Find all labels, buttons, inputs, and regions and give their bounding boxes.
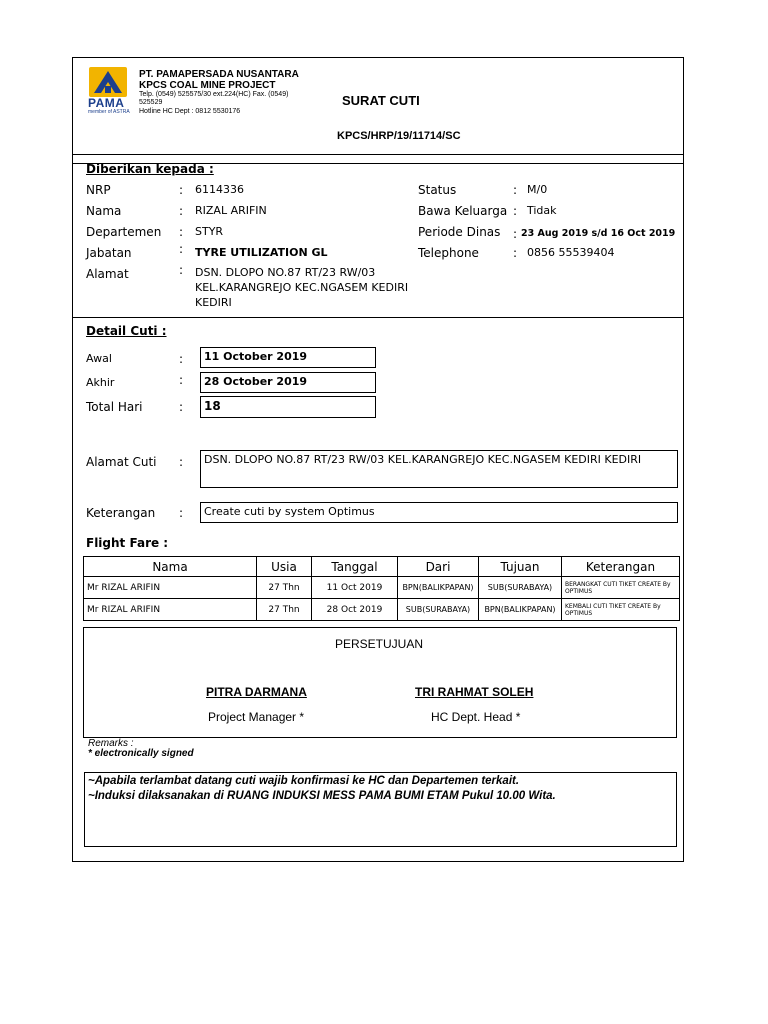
alamat-cuti-colon: : <box>179 455 184 469</box>
flight-fare-table <box>83 556 680 621</box>
keterangan-label: Keterangan <box>86 506 156 520</box>
signer1-name: PITRA DARMANA <box>206 685 307 699</box>
col-header-usia: Usia <box>257 557 312 577</box>
approval-title: PERSETUJUAN <box>335 637 424 651</box>
logo-subtext: member of ASTRA <box>88 109 130 115</box>
col-header-keterangan: Keterangan <box>562 557 680 577</box>
keluarga-colon: : <box>513 204 518 218</box>
awal-label: Awal <box>86 352 112 365</box>
jabatan-colon: : <box>179 242 184 256</box>
cell-dari: SUB(SURABAYA) <box>398 599 479 621</box>
remarks-note: * electronically signed <box>88 748 194 759</box>
cell-nama: Mr RIZAL ARIFIN <box>84 599 257 621</box>
alamat-line1: DSN. DLOPO NO.87 RT/23 RW/03 <box>195 266 376 279</box>
alamat-line3: KEDIRI <box>195 296 232 309</box>
recipient-title: Diberikan kepada : <box>86 162 214 176</box>
total-label: Total Hari <box>86 400 143 414</box>
status-colon: : <box>513 183 518 197</box>
table-header-row <box>84 557 680 577</box>
doc-title: SURAT CUTI <box>342 93 420 108</box>
telp-line1: Telp. (0549) 525575/30 ext.224(HC) Fax. (0549) <box>139 91 289 98</box>
cell-usia: 27 Thn <box>257 577 312 599</box>
alamat-cuti-label: Alamat Cuti <box>86 455 157 469</box>
table-row <box>84 599 680 621</box>
cell-keterangan: KEMBALI CUTI TIKET CREATE By OPTIMUS <box>562 599 680 621</box>
divider-1 <box>72 154 684 155</box>
cell-tujuan: SUB(SURABAYA) <box>479 577 562 599</box>
nama-value: RIZAL ARIFIN <box>195 204 267 217</box>
remarks-line1: ~Apabila terlambat datang cuti wajib konfirmasi ke HC dan Departemen terkait. <box>88 775 520 787</box>
alamat-line2: KEL.KARANGREJO KEC.NGASEM KEDIRI <box>195 281 409 294</box>
alamat-colon: : <box>179 263 184 277</box>
signer2-role: HC Dept. Head * <box>431 710 521 724</box>
akhir-field: 28 October 2019 <box>200 372 376 393</box>
keterangan-colon: : <box>179 506 184 520</box>
periode-label: Periode Dinas <box>418 225 501 239</box>
telephone-label: Telephone <box>418 246 479 260</box>
hotline: Hotline HC Dept : 0812 5530176 <box>139 108 241 115</box>
keterangan-field: Create cuti by system Optimus <box>200 502 678 523</box>
company-name: PT. PAMAPERSADA NUSANTARA <box>139 69 299 80</box>
cell-keterangan: BERANGKAT CUTI TIKET CREATE By OPTIMUS <box>562 577 680 599</box>
logo-text: PAMA <box>88 96 125 110</box>
alamat-cuti-field: DSN. DLOPO NO.87 RT/23 RW/03 KEL.KARANGREJO KEC.NGASEM KEDIRI KEDIRI <box>200 450 678 488</box>
awal-colon: : <box>179 352 184 366</box>
total-field: 18 <box>200 396 376 418</box>
nrp-value: 6114336 <box>195 183 244 196</box>
flight-fare-title: Flight Fare : <box>86 536 169 550</box>
col-header-dari: Dari <box>398 557 479 577</box>
keluarga-label: Bawa Keluarga <box>418 204 508 218</box>
dept-colon: : <box>179 225 184 239</box>
detail-title: Detail Cuti : <box>86 324 167 338</box>
keluarga-value: Tidak <box>527 204 557 217</box>
table-row <box>84 577 680 599</box>
project-name: KPCS COAL MINE PROJECT <box>139 80 276 91</box>
col-header-tanggal: Tanggal <box>312 557 398 577</box>
telephone-colon: : <box>513 246 518 260</box>
nrp-label: NRP <box>86 183 111 197</box>
signer1-role: Project Manager * <box>208 710 305 724</box>
status-value: M/0 <box>527 183 548 196</box>
nrp-colon: : <box>179 183 184 197</box>
cell-tujuan: BPN(BALIKPAPAN) <box>479 599 562 621</box>
status-label: Status <box>418 183 457 197</box>
akhir-label: Akhir <box>86 376 115 389</box>
jabatan-label: Jabatan <box>86 246 132 260</box>
dept-label: Departemen <box>86 225 162 239</box>
telephone-value: 0856 55539404 <box>527 246 615 259</box>
nama-colon: : <box>179 204 184 218</box>
remarks-label: Remarks : <box>88 738 134 749</box>
cell-tanggal: 28 Oct 2019 <box>312 599 398 621</box>
periode-value: 23 Aug 2019 s/d 16 Oct 2019 <box>521 228 676 239</box>
cell-dari: BPN(BALIKPAPAN) <box>398 577 479 599</box>
doc-number: KPCS/HRP/19/11714/SC <box>337 130 461 142</box>
cell-tanggal: 11 Oct 2019 <box>312 577 398 599</box>
periode-colon: : <box>513 227 518 241</box>
jabatan-value: TYRE UTILIZATION GL <box>195 246 328 259</box>
pama-logo <box>88 66 128 100</box>
signer2-name: TRI RAHMAT SOLEH <box>415 685 534 699</box>
akhir-colon: : <box>179 373 184 387</box>
alamat-label: Alamat <box>86 267 129 281</box>
telp-line2: 525529 <box>139 99 163 106</box>
col-header-nama: Nama <box>84 557 257 577</box>
nama-label: Nama <box>86 204 122 218</box>
col-header-tujuan: Tujuan <box>479 557 562 577</box>
dept-value: STYR <box>195 225 224 238</box>
awal-field: 11 October 2019 <box>200 347 376 368</box>
total-colon: : <box>179 400 184 414</box>
cell-usia: 27 Thn <box>257 599 312 621</box>
cell-nama: Mr RIZAL ARIFIN <box>84 577 257 599</box>
divider-3 <box>72 317 684 318</box>
remarks-line2: ~Induksi dilaksanakan di RUANG INDUKSI MESS PAMA BUMI ETAM Pukul 10.00 Wita. <box>88 790 556 802</box>
